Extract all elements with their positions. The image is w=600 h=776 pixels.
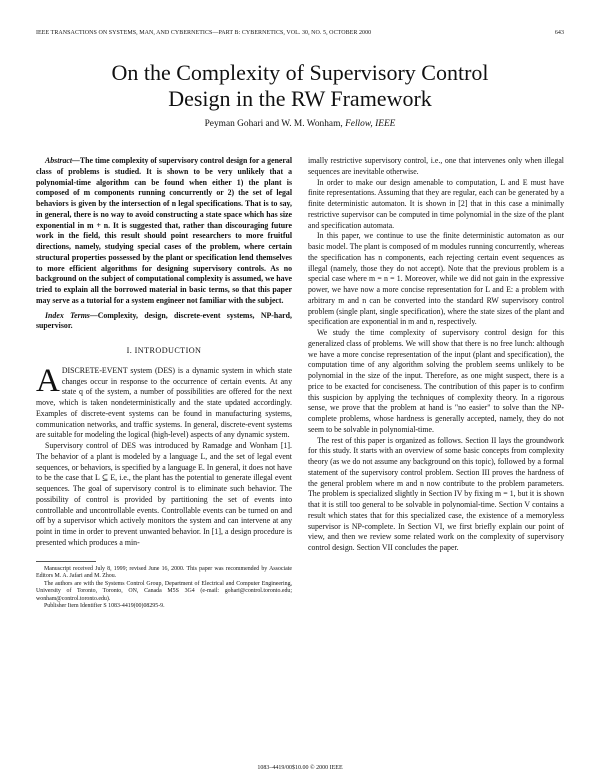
- right-paragraph-4: We study the time complexity of supervisory control design for this generalized class of problems. We will show that there is no free lunch: although we have a more concise representation of the input (plant and specification), the computation time of any algorithm solving the problem seems unlikely to be polynomial in the size of the input. Therefore, as one might suspect, there is a price to be exacted for conciseness. The contribution of this paper is to confirm this suspicion by applying the techniques of complexity theory. In a rigorous sense, we prove that the problem at hand is "no easier" to solve than the NP-complete problems, whose hardness is generally accepted, namely, they do not seem to be solvable in polynomial-time.: [308, 328, 564, 434]
- index-terms-label: Index Terms—: [45, 310, 98, 320]
- right-column: [308, 156, 564, 554]
- author-suffix: Fellow, IEEE: [345, 119, 396, 129]
- right-paragraph-5: The rest of this paper is organized as follows. Section II lays the groundwork for this study. It starts with an overview of some basic concepts from complexity theory (as we do not assume any background on this topic), followed by a formal statement of the supervisory control problem. Section III proves the hardness of the general problem where m and n now contribute to the problem parameters. The problem is specialized slightly in Section IV by fixing m = 1, but it is shown that it is still too general to be solvable in polynomial-time. Section V contains a result which states that for this specialized case, the existence of a memoryless supervisor is NP-complete. In Section VI, we first briefly explain our point of view, and then we review some related work on the complexity of supervisory control design. Section VII concludes the paper.: [308, 435, 564, 552]
- index-terms-text: Complexity, design, discrete-event systems, NP-hard, supervisor.: [36, 310, 292, 331]
- drop-cap: A: [36, 362, 60, 399]
- index-terms: [36, 311, 292, 333]
- right-paragraph-3: In this paper, we continue to use the finite deterministic automaton as our basic model. The plant is composed of m modules running concurrently, whereas the specification has n components, each rejecting certain event sequences as illegal (namely, those they do not accept). Note that the previous problem is a special case where m = n = 1. Moreover, while we did not gain in the expressive power, we have now a more concise representation for L and E: a problem with arbitrary m and n can be converted into the standard RW supervisory control problem (single plant, single specification), where the state sizes of the plant and specification are exponential in m and n, respectively.: [308, 231, 564, 327]
- author-line: [0, 119, 600, 129]
- intro-paragraph-2: Supervisory control of DES was introduced by Ramadge and Wonham [1]. The behavior of a plant is modeled by a language L, and the set of legal event sequences, or behaviors, is specified by a language E. In general, it does not have to be the case that L ⊆ E, i.e., the plant has the potential to generate illegal event sequences. The goal of supervisory control is to eliminate such behavior. The possibility of control is provided by partitioning the set of events into controllable and uncontrollable events. Controllable events can be turned on and off by a supervisor which actively monitors the system and can intervene at any point in time in order to prevent unwanted behavior. In [1], a design procedure is presented which produces a min-: [36, 441, 292, 547]
- left-column: [36, 156, 292, 611]
- footnote-affiliation: The authors are with the Systems Control Group, Department of Electrical and Computer Engineering, University of Toronto, Toronto, ON, Canada M5S 3G4 (e-mail: gohari@control.toronto.edu; wonham@control.toronto.edu).: [36, 580, 292, 602]
- section-heading-introduction: I. INTRODUCTION: [126, 346, 202, 355]
- title-line-1: On the Complexity of Supervisory Control: [111, 60, 489, 85]
- abstract: [36, 156, 292, 307]
- abstract-text: The time complexity of supervisory control design for a general class of problems is studied. It is shown to be very unlikely that a polynomial-time algorithm can be found when either 1) the plant is composed of m components running concurrently or 2) the set of legal behaviors is given by the intersection of n legal specifications. That is to say, in general, there is no way to avoid constructing a state space which has size exponential in m + n. It is suggested that, rather than discouraging future work in the field, this result should point researchers to more fruitful directions, namely, studying special cases of the problem, where certain structural properties possessed by the plant or specification lend themselves to more efficient algorithms for designing supervisory controls. As no background on the subject of computational complexity is assumed, we have tried to explain all the borrowed material in basic terms, so that this paper may serve as a tutorial for a system engineer not familiar with the subject.: [36, 156, 292, 305]
- abstract-label: Abstract—: [45, 156, 80, 165]
- footnotes: [36, 566, 292, 612]
- copyright-footer: 1083–4419/00$10.00 © 2000 IEEE: [257, 765, 343, 771]
- footnote-rule: [36, 561, 96, 562]
- journal-header: IEEE TRANSACTIONS ON SYSTEMS, MAN, AND CYBERNETICS—PART B: CYBERNETICS, VOL. 30, NO. 5, OCTOBER 2000: [36, 30, 372, 36]
- right-paragraph-1: imally restrictive supervisory control, i.e., one that intervenes only when illegal sequences are inevitable otherwise.: [308, 156, 564, 176]
- title-line-2: Design in the RW Framework: [168, 86, 432, 111]
- page-number: 643: [554, 30, 564, 36]
- paper-title: [0, 60, 600, 112]
- right-paragraph-2: In order to make our design amenable to computation, L and E must have finite representations. Assuming that they are regular, each can be generated by a finite deterministic automaton. It is shown in [2] that in this case a minimally restrictive supervisor can be computed in time polynomial in the size of the plant and specification automata.: [308, 177, 564, 230]
- intro-paragraph-1: [36, 362, 292, 441]
- intro-paragraph-1-text: DISCRETE-EVENT system (DES) is a dynamic system in which state changes occur in response to the occurrence of certain events. At any state q of the system, a number of possibilities are offered for the next move, which is taken nondeterministically and the state updated accordingly. Examples of discrete-event systems can be found in manufacturing systems, communication networks, and traffic systems. In general, discrete-event systems are suitable for modeling the logical (high-level) aspects of any dynamic system.: [36, 365, 292, 440]
- footnote-publisher-id: Publisher Item Identifier S 1083-4419(00)08295-9.: [44, 603, 165, 610]
- authors: Peyman Gohari and W. M. Wonham,: [204, 119, 343, 129]
- running-head: [36, 30, 564, 36]
- footnote-manuscript: Manuscript received July 8, 1999; revised June 16, 2000. This paper was recommended by Associate Editors M. A. Jafari and M. Zhou.: [36, 565, 292, 580]
